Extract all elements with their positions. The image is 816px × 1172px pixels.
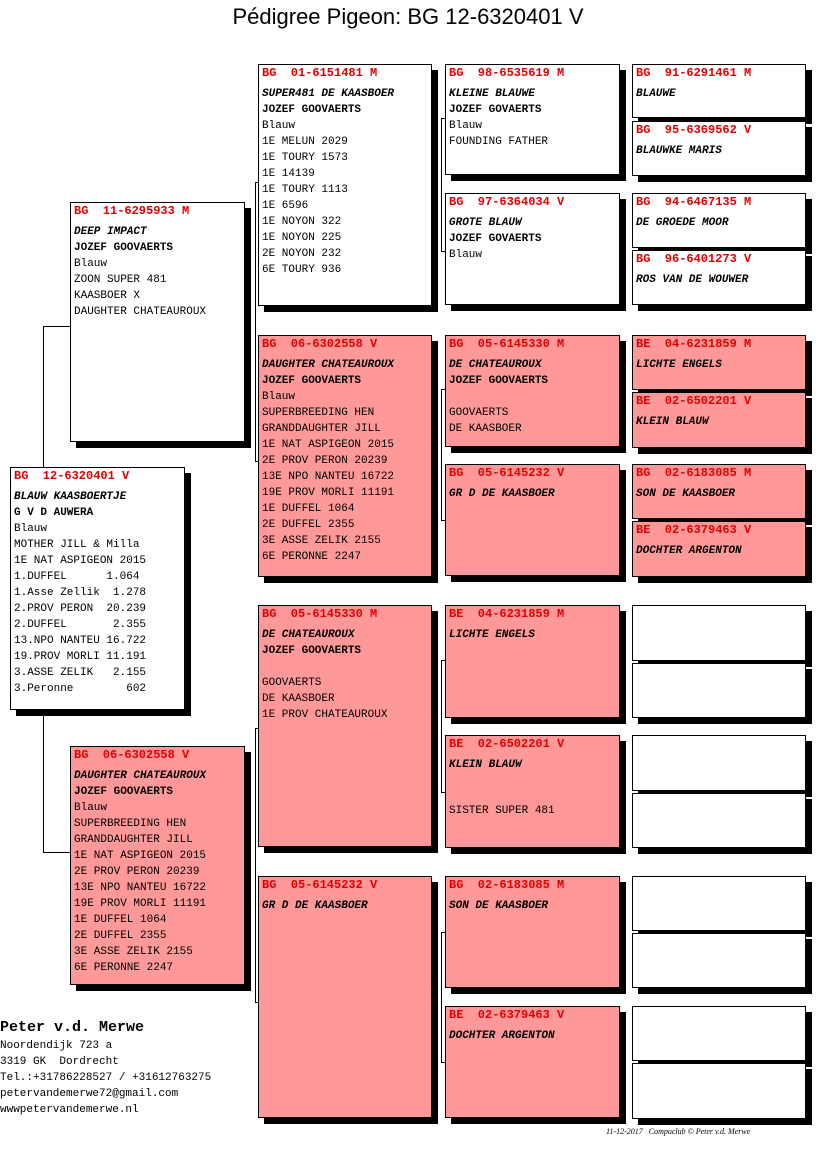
info-line: DE KAASBOER	[449, 423, 522, 435]
empty-card[interactable]	[632, 876, 806, 931]
info-line: 1E MELUN 2029	[262, 136, 348, 148]
info-line: 1E DUFFEL 1064	[74, 914, 167, 926]
pigeon-card-dam-dam[interactable]	[258, 876, 432, 1118]
owner-email: petervandemerwe72@gmail.com	[0, 1088, 179, 1100]
pigeon-name: BLAUWKE MARIS	[636, 145, 722, 157]
empty-card[interactable]	[632, 663, 806, 718]
info-line: 3E ASSE ZELIK 2155	[262, 535, 381, 547]
pigeon-name: DEEP IMPACT	[74, 226, 147, 238]
info-line: 19E PROV MORLI 11191	[74, 898, 207, 910]
ring-number: BE 02-6379463 V	[449, 1008, 565, 1022]
pigeon-card-gen4-7[interactable]	[632, 464, 806, 519]
info-line: Blauw	[14, 523, 48, 535]
info-line: 1E NAT ASPIGEON 2015	[262, 439, 395, 451]
info-line: 13E NPO NANTEU 16722	[262, 471, 395, 483]
ring-number: BE 02-6502201 V	[636, 394, 752, 408]
info-line: 2.DUFFEL 2.355	[14, 619, 147, 631]
page-title: Pédigree Pigeon: BG 12-6320401 V	[232, 4, 584, 29]
ring-number: BG 96-6401273 V	[636, 252, 752, 266]
info-line: GRANDDAUGHTER JILL	[74, 834, 193, 846]
connector-line	[441, 932, 442, 1063]
pigeon-card-gen4-6[interactable]	[632, 392, 806, 448]
ring-number: BE 02-6379463 V	[636, 523, 752, 537]
pigeon-name: DE GROEDE MOOR	[636, 217, 729, 229]
footer-credit: 11-12-2017 Compuclub © Peter v.d. Merwe	[606, 1127, 751, 1136]
info-line: 3.Peronne 602	[14, 683, 147, 695]
empty-card[interactable]	[632, 1006, 806, 1061]
pigeon-card-sire-dam[interactable]	[258, 335, 432, 577]
info-line: 1E 6596	[262, 200, 309, 212]
pigeon-name: GR D DE KAASBOER	[262, 900, 368, 912]
pigeon-card-dds[interactable]	[445, 876, 620, 988]
info-line: 3.ASSE ZELIK 2.155	[14, 667, 147, 679]
info-line	[262, 659, 431, 675]
info-line: 1E NOYON 322	[262, 216, 342, 228]
pigeon-card-sdd[interactable]	[445, 464, 620, 576]
pigeon-name: KLEIN BLAUW	[449, 759, 522, 771]
pigeon-card-sire-sire[interactable]	[258, 64, 432, 306]
pigeon-name: DAUGHTER CHATEAUROUX	[74, 770, 207, 782]
info-line: 19.PROV MORLI 11.191	[14, 651, 147, 663]
info-line: GOOVAERTS	[449, 407, 509, 419]
info-line: MOTHER JILL & Milla	[14, 539, 140, 551]
connector-line	[255, 182, 256, 462]
info-line: 2E DUFFEL 2355	[74, 930, 167, 942]
ring-number: BE 02-6502201 V	[449, 737, 565, 751]
pigeon-card-dam-sire[interactable]	[258, 605, 432, 847]
info-line: 1E 14139	[262, 168, 315, 180]
ring-number: BG 98-6535619 M	[449, 66, 565, 80]
connector-line	[441, 660, 442, 793]
pigeon-name: DAUGHTER CHATEAUROUX	[262, 359, 395, 371]
ring-number: BG 94-6467135 M	[636, 195, 752, 209]
pigeon-name: SON DE KAASBOER	[636, 488, 736, 500]
breeder-name: JOZEF GOVAERTS	[449, 104, 542, 116]
ring-number: BG 05-6145330 M	[449, 337, 565, 351]
info-line: ZOON SUPER 481	[74, 274, 167, 286]
info-line: 1.DUFFEL 1.064	[14, 571, 140, 583]
ring-number: BG 05-6145232 V	[262, 878, 378, 892]
ring-number: BG 02-6183085 M	[636, 466, 752, 480]
info-line: 1E NAT ASPIGEON 2015	[74, 850, 207, 862]
info-line: SUPERBREEDING HEN	[262, 407, 375, 419]
connector-line	[43, 326, 70, 327]
info-line: Blauw	[74, 258, 108, 270]
breeder-name: JOZEF GOOVAERTS	[74, 242, 174, 254]
ring-number: BE 04-6231859 M	[449, 607, 565, 621]
pigeon-name: GR D DE KAASBOER	[449, 488, 555, 500]
pigeon-name: BLAUW KAASBOERTJE	[14, 491, 127, 503]
ring-number: BG 06-6302558 V	[262, 337, 378, 351]
ring-number: BG 05-6145330 M	[262, 607, 378, 621]
empty-card[interactable]	[632, 933, 806, 988]
empty-card[interactable]	[632, 735, 806, 791]
info-line: DE KAASBOER	[262, 693, 335, 705]
owner-phone: Tel.:+31786228527 / +31612763275	[0, 1072, 212, 1084]
owner-info	[0, 1018, 211, 1118]
pigeon-name: LICHTE ENGELS	[636, 359, 722, 371]
ring-number: BG 12-6320401 V	[14, 469, 130, 483]
pigeon-card-dss[interactable]	[445, 605, 620, 718]
empty-card[interactable]	[632, 793, 806, 848]
pigeon-card-dsd[interactable]	[445, 735, 620, 848]
pigeon-card-gen4-8[interactable]	[632, 521, 806, 577]
info-line: 1E NAT ASPIGEON 2015	[14, 555, 147, 567]
info-line: 6E PERONNE 2247	[74, 962, 174, 974]
ring-number: BG 02-6183085 M	[449, 878, 565, 892]
owner-name: Peter v.d. Merwe	[0, 1019, 145, 1036]
info-line: 6E TOURY 936	[262, 264, 342, 276]
ring-number: BG 91-6291461 M	[636, 66, 752, 80]
pigeon-name: DOCHTER ARGENTON	[449, 1030, 555, 1042]
info-line: 19E PROV MORLI 11191	[262, 487, 395, 499]
info-line: 1E TOURY 1573	[262, 152, 348, 164]
pigeon-name: ROS VAN DE WOUWER	[636, 274, 749, 286]
ring-number: BG 05-6145232 V	[449, 466, 565, 480]
info-line: KAASBOER X	[74, 290, 141, 302]
pigeon-name: DOCHTER ARGENTON	[636, 545, 742, 557]
pigeon-card-gen4-5[interactable]	[632, 335, 806, 390]
connector-line	[441, 118, 442, 252]
owner-address-line: Noordendijk 723 a	[0, 1040, 113, 1052]
info-line: 3E ASSE ZELIK 2155	[74, 946, 193, 958]
pigeon-card-ddd[interactable]	[445, 1006, 620, 1118]
ring-number: BG 06-6302558 V	[74, 748, 190, 762]
info-line: Blauw	[262, 120, 296, 132]
info-line	[449, 773, 619, 789]
pigeon-name: DE CHATEAUROUX	[262, 629, 355, 641]
pigeon-card-sds[interactable]	[445, 335, 620, 447]
info-line: 1E NOYON 225	[262, 232, 342, 244]
ring-number: BG 11-6295933 M	[74, 204, 190, 218]
pigeon-name: DE CHATEAUROUX	[449, 359, 542, 371]
info-line: Blauw	[262, 391, 296, 403]
pigeon-name: LICHTE ENGELS	[449, 629, 535, 641]
owner-website: wwwpetervandemerwe.nl	[0, 1104, 139, 1116]
breeder-name: JOZEF GOVAERTS	[449, 233, 542, 245]
empty-card[interactable]	[632, 605, 806, 661]
connector-line	[43, 852, 70, 853]
breeder-name: JOZEF GOOVAERTS	[262, 645, 362, 657]
pigeon-card-sss[interactable]	[445, 64, 620, 175]
pigeon-name: BLAUWE	[636, 88, 676, 100]
info-line: 1E PROV CHATEAUROUX	[262, 709, 388, 721]
pigeon-card-ssd[interactable]	[445, 193, 620, 305]
pigeon-card-subject[interactable]	[10, 467, 185, 710]
pigeon-card-dam[interactable]	[70, 746, 245, 985]
ring-number: BE 04-6231859 M	[636, 337, 752, 351]
breeder-name: JOZEF GOOVAERTS	[262, 104, 362, 116]
breeder-name: JOZEF GOOVAERTS	[449, 375, 549, 387]
pigeon-name: KLEINE BLAUWE	[449, 88, 535, 100]
info-line: 1E TOURY 1113	[262, 184, 348, 196]
pigeon-card-sire[interactable]	[70, 202, 245, 442]
pigeon-name: SUPER481 DE KAASBOER	[262, 88, 395, 100]
ring-number: BG 01-6151481 M	[262, 66, 378, 80]
info-line: Blauw	[449, 249, 483, 261]
ring-number: BG 97-6364034 V	[449, 195, 565, 209]
info-line: 6E PERONNE 2247	[262, 551, 362, 563]
info-line	[449, 389, 619, 405]
info-line: 2E PROV PERON 20239	[74, 866, 200, 878]
info-line: 2.PROV PERON 20.239	[14, 603, 147, 615]
info-line: DAUGHTER CHATEAUROUX	[74, 306, 207, 318]
info-line: SISTER SUPER 481	[449, 805, 555, 817]
info-line: SUPERBREEDING HEN	[74, 818, 187, 830]
info-line: Blauw	[74, 802, 108, 814]
pigeon-name: SON DE KAASBOER	[449, 900, 549, 912]
connector-line	[255, 728, 256, 1003]
pigeon-name: GROTE BLAUW	[449, 217, 522, 229]
info-line: FOUNDING FATHER	[449, 136, 549, 148]
info-line: 13E NPO NANTEU 16722	[74, 882, 207, 894]
pigeon-name: KLEIN BLAUW	[636, 416, 709, 428]
empty-card[interactable]	[632, 1063, 806, 1119]
pigeon-card-gen4-3[interactable]	[632, 193, 806, 248]
breeder-name: JOZEF GOOVAERTS	[262, 375, 362, 387]
owner-address-line: 3319 GK Dordrecht	[0, 1056, 119, 1068]
info-line: 13.NPO NANTEU 16.722	[14, 635, 147, 647]
connector-line	[441, 389, 442, 521]
breeder-name: G V D AUWERA	[14, 507, 94, 519]
info-line: Blauw	[449, 120, 483, 132]
info-line: 2E NOYON 232	[262, 248, 342, 260]
info-line: 2E DUFFEL 2355	[262, 519, 355, 531]
info-line: GOOVAERTS	[262, 677, 322, 689]
info-line: 1.Asse Zellik 1.278	[14, 587, 147, 599]
info-line: 2E PROV PERON 20239	[262, 455, 388, 467]
ring-number: BG 95-6369562 V	[636, 123, 752, 137]
pigeon-card-gen4-1[interactable]	[632, 64, 806, 118]
pigeon-card-gen4-2[interactable]	[632, 121, 806, 176]
info-line: 1E DUFFEL 1064	[262, 503, 355, 515]
info-line: GRANDDAUGHTER JILL	[262, 423, 381, 435]
breeder-name: JOZEF GOOVAERTS	[74, 786, 174, 798]
pigeon-card-gen4-4[interactable]	[632, 250, 806, 305]
